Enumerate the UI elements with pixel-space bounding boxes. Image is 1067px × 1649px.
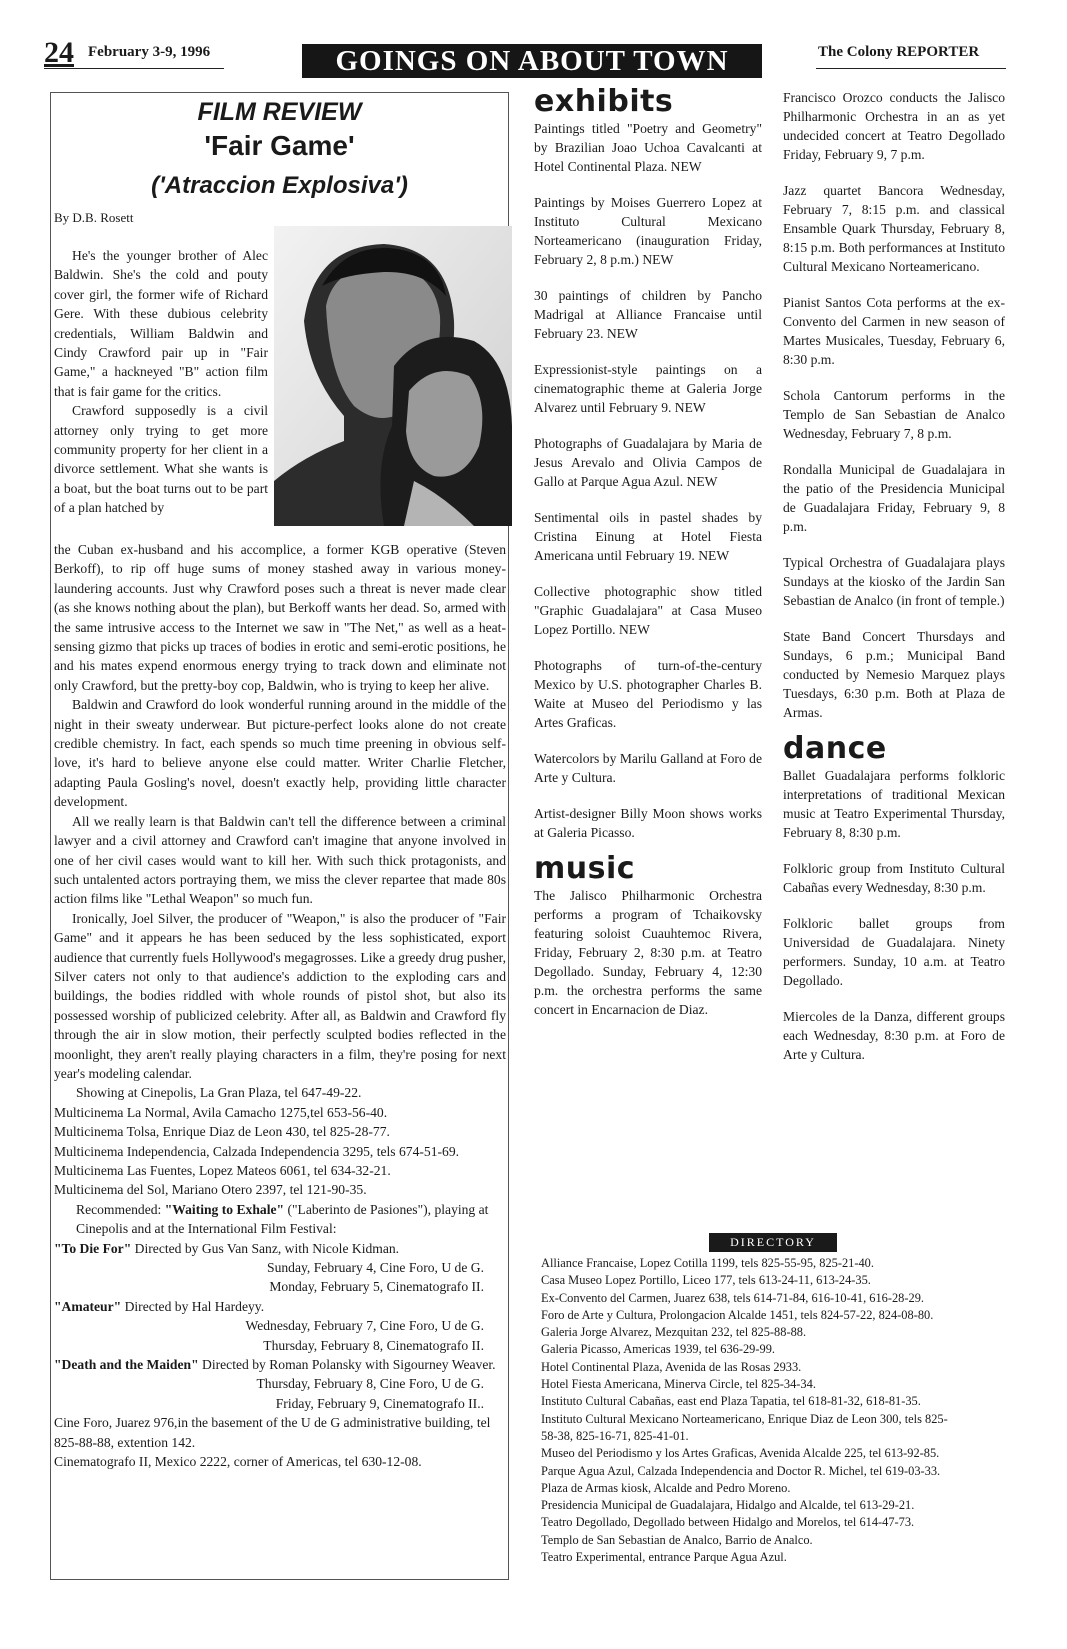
page-number: 24 bbox=[44, 36, 74, 69]
music-entry: Francisco Orozco conducts the Jalisco Philharmonic Orchestra in an as yet undecided concert at Teatro Degollado Friday, February 9, 7 p.m. bbox=[783, 90, 1005, 162]
recommended-line bbox=[54, 1200, 506, 1239]
festival-date: Thursday, February 8, Cine Foro, U de G. bbox=[256, 1376, 484, 1392]
festival-title: "Amateur" bbox=[54, 1298, 122, 1314]
directory-line: Hotel Fiesta Americana, Minerva Circle, tel 825-34-34. bbox=[541, 1377, 816, 1392]
music-entry: Typical Orchestra of Guadalajara plays Sundays at the kiosko of the Jardin San Sebastian de Analco (in front of temple.) bbox=[783, 555, 1005, 608]
exhibit-entry: Photographs of Guadalajara by Maria de Jesus Arevalo and Olivia Campos de Gallo at Parque Agua Azul. NEW bbox=[534, 436, 762, 489]
exhibits-heading: exhibits bbox=[534, 84, 674, 119]
directory-line: Teatro Experimental, entrance Parque Agua Azul. bbox=[541, 1550, 787, 1565]
recommended-title: "Waiting to Exhale" bbox=[164, 1201, 285, 1217]
section-title: GOINGS ON ABOUT TOWN bbox=[302, 44, 762, 78]
directory-line: Museo del Periodismo y los Artes Graficas, Avenida Alcalde 225, tel 613-92-85. bbox=[541, 1446, 940, 1461]
review-kicker: FILM REVIEW bbox=[197, 98, 362, 126]
review-title: 'Fair Game' bbox=[204, 130, 355, 161]
exhibit-entry: Paintings by Moises Guerrero Lopez at Instituto Cultural Mexicano Norteamericano (inauguration Friday, February 2, 8 p.m.) NEW bbox=[534, 195, 762, 267]
festival-title: "To Die For" bbox=[54, 1240, 132, 1256]
review-subtitle: ('Atraccion Explosiva') bbox=[151, 172, 408, 199]
directory-line: Casa Museo Lopez Portillo, Liceo 177, tels 613-24-11, 613-24-35. bbox=[541, 1273, 871, 1288]
festival-date: Friday, February 9, Cinematografo II.. bbox=[275, 1395, 484, 1411]
showing-line: Multicinema del Sol, Mariano Otero 2397, tel 121-90-35. bbox=[54, 1182, 367, 1198]
music-entry: The Jalisco Philharmonic Orchestra performs a program of Tchaikovsky featuring soloist Cuauhtemoc Rivera, Friday, February 2, 8:30 p.m. at Teatro Degollado. Sunday, February 4, 12:30 p.m. the orchestra performs the same concert in Encarnacion de Diaz. bbox=[534, 888, 762, 1017]
music-entry: Jazz quartet Bancora Wednesday, February 7, 8:15 p.m. and classical Ensamble Quark Thursday, February 8, 8:15 p.m. Both performances at Instituto Cultural Mexicano Norteamericano. bbox=[783, 183, 1005, 274]
directory-line: Galeria Picasso, Americas 1939, tel 636-29-99. bbox=[541, 1342, 775, 1357]
recommended-intro: Recommended: bbox=[76, 1201, 162, 1217]
directory-list bbox=[541, 1255, 1011, 1566]
exhibit-entry: Collective photographic show titled "Graphic Guadalajara" at Casa Museo Lopez Portillo. NEW bbox=[534, 584, 762, 637]
festival-title: "Death and the Maiden" bbox=[54, 1357, 199, 1373]
music-heading: music bbox=[534, 851, 636, 886]
exhibits-music-column bbox=[534, 84, 762, 1036]
festival-desc: Directed by Gus Van Sanz, with Nicole Kidman. bbox=[131, 1240, 400, 1256]
festival-date: Monday, February 5, Cinematografo II. bbox=[269, 1279, 484, 1295]
directory-line: Plaza de Armas kiosk, Alcalde and Pedro Moreno. bbox=[541, 1480, 791, 1495]
directory-line: Galeria Jorge Alvarez, Mezquitan 232, tel 825-88-88. bbox=[541, 1325, 807, 1340]
festival-date: Wednesday, February 7, Cine Foro, U de G. bbox=[245, 1318, 484, 1334]
music-entry: State Band Concert Thursdays and Sundays, 6 p.m.; Municipal Band conducted by Nemesio Marquez plays Tuesdays, 6:30 p.m. Both at Plaza de Armas. bbox=[783, 629, 1005, 720]
music-entry: Schola Cantorum performs in the Templo de San Sebastian de Analco Wednesday, February 7, 8 p.m. bbox=[783, 388, 1005, 441]
review-body-wide bbox=[54, 540, 506, 1472]
dance-entry: Folkloric ballet groups from Universidad de Guadalajara. Ninety performers. Sunday, 10 a.m. at Teatro Degollado. bbox=[783, 916, 1005, 988]
recommended-rest: ("Laberinto de Pasiones"), playing at Cinepolis and at the International Film Festival: bbox=[76, 1201, 489, 1237]
review-paragraph: the Cuban ex-husband and his accomplice, a former KGB operative (Steven Berkoff), to rip off huge sums of money stashed away in various money-laundering accounts. Just why Crawford poses such a threat is never made clear (as she knows nothing about the plan), but Berkoff wants her dead. So, armed with the same intrusive access to the Internet we saw in "The Net," as well as a heat-sensing gizmo that picks up traces of bodies in erotic and semi-erotic positions, he and his mates expend enormous energy trying to track down and eliminate not only Crawford, but the pretty-boy cop, Baldwin, who is trying to keep her alive. bbox=[54, 542, 506, 693]
directory-line: Templo de San Sebastian de Analco, Barrio de Analco. bbox=[541, 1532, 813, 1547]
directory-line: 58-38, 825-16-71, 825-41-01. bbox=[541, 1428, 689, 1443]
festival-date: Thursday, February 8, Cinematografo II. bbox=[263, 1337, 484, 1353]
issue-date: February 3-9, 1996 bbox=[88, 44, 211, 60]
showing-listing bbox=[54, 1083, 506, 1471]
exhibit-entry: Photographs of turn-of-the-century Mexico by U.S. photographer Charles B. Waite at Museo del Periodismo y las Artes Graficas. bbox=[534, 658, 762, 730]
dance-entry: Folkloric group from Instituto Cultural Cabañas every Wednesday, 8:30 p.m. bbox=[783, 861, 1005, 895]
directory-line: Parque Agua Azul, Calzada Independencia and Doctor R. Michel, tel 619-03-33. bbox=[541, 1463, 941, 1478]
festival-desc: Directed by Hal Hardeyy. bbox=[121, 1298, 265, 1314]
directory-line: Teatro Degollado, Degollado between Hidalgo and Morelos, tel 614-47-73. bbox=[541, 1515, 915, 1530]
exhibit-entry: Paintings titled "Poetry and Geometry" by Brazilian Joao Uchoa Cavalcanti at Hotel Continental Plaza. NEW bbox=[534, 121, 762, 174]
publication-rule bbox=[816, 68, 1006, 69]
dance-entry: Miercoles de la Danza, different groups each Wednesday, 8:30 p.m. at Foro de Arte y Cultura. bbox=[783, 1009, 1005, 1062]
festival-date: Sunday, February 4, Cine Foro, U de G. bbox=[267, 1260, 484, 1276]
showing-line: Multicinema Tolsa, Enrique Diaz de Leon 430, tel 825-28-77. bbox=[54, 1124, 390, 1140]
review-paragraph: All we really learn is that Baldwin can't tell the difference between a criminal lawyer and a civil attorney and Crawford can't imagine that anyone involved in one of her civil cases would want to kill her. With such thick protagonists, and such untalented actors portraying them, we miss the clever repartee that made 80s action films like "Lethal Weapon" so much fun. bbox=[54, 813, 506, 907]
date-rule bbox=[44, 68, 224, 69]
exhibit-entry: 30 paintings of children by Pancho Madrigal at Alliance Francaise until February 23. NEW bbox=[534, 288, 762, 341]
festival-film bbox=[54, 1355, 506, 1374]
music-entry: Pianist Santos Cota performs at the ex-Convento del Carmen in new season of Martes Musicales, Tuesday, February 6, 8:30 p.m. bbox=[783, 295, 1005, 367]
music-entry: Rondalla Municipal de Guadalajara in the patio of the Presidencia Municipal de Guadalajara Friday, February 9, 8 p.m. bbox=[783, 462, 1005, 534]
exhibit-entry: Sentimental oils in pastel shades by Cristina Einung at Hotel Fiesta Americana until February 19. NEW bbox=[534, 510, 762, 563]
review-paragraph: He's the younger brother of Alec Baldwin. She's the cold and pouty cover girl, the former wife of Richard Gere. With these dubious celebrity credentials, William Baldwin and Cindy Crawford pair up in "Fair Game," a hackneyed "B" action film that is fair game for the critics. bbox=[54, 248, 268, 399]
review-body-narrow bbox=[54, 246, 268, 518]
publication-name: The Colony REPORTER bbox=[818, 44, 980, 60]
exhibit-entry: Watercolors by Marilu Galland at Foro de Arte y Cultura. bbox=[534, 751, 762, 785]
showing-line: Multicinema Las Fuentes, Lopez Mateos 6061, tel 634-32-21. bbox=[54, 1163, 391, 1178]
directory-line: Hotel Continental Plaza, Avenida de las Rosas 2933. bbox=[541, 1359, 802, 1374]
directory-line: Presidencia Municipal de Guadalajara, Hidalgo and Alcalde, tel 613-29-21. bbox=[541, 1498, 915, 1513]
showing-line: Multicinema Independencia, Calzada Independencia 3295, tels 674-51-69. bbox=[54, 1143, 460, 1159]
venue-line: Cinematografo II, Mexico 2222, corner of Americas, tel 630-12-08. bbox=[54, 1454, 422, 1470]
film-still-photo bbox=[274, 226, 512, 526]
review-paragraph: Crawford supposedly is a civil attorney only trying to get more community property for her client in a divorce settlement. What she wants is a boat, but the boat turns out to be part of a plan hatched by bbox=[54, 403, 268, 516]
directory-line: Foro de Arte y Cultura, Prolongacion Alcalde 1451, tels 824-57-22, 824-08-80. bbox=[541, 1307, 934, 1322]
review-paragraph: Baldwin and Crawford do look wonderful running around in the middle of the night in their sweaty underwear. But picture-perfect looks alone do not create credible chemistry. In fact, each spends so much time preening in obvious self-love, it's hard to believe anyone else could matter. Writer Charlie Fletcher, adapting Paula Gosling's novel, doesn't exactly help, providing little character development. bbox=[54, 697, 506, 810]
dance-heading: dance bbox=[783, 731, 887, 766]
directory-line: Alliance Francaise, Lopez Cotilla 1199, tels 825-55-95, 825-21-40. bbox=[541, 1256, 874, 1270]
review-paragraph: Ironically, Joel Silver, the producer of "Weapon," is also the producer of "Fair Game" and it appears he has been seduced by the less sophisticated, export audience that currently fuels Hollywood's megagrosses. Like a greedy drug pusher, Silver caters not only to that audience's addiction to the exploding cars and buildings, the bodies riddled with whole rounds of pistol shot, but also its possessed worship of publicized celebrity. After all, as Baldwin and Crawford fly through the air in slow motion, their perfectly sculpted bodies reflected in the moonlight, they aren't really playing characters in a film, they're posing for next year's modeling calendar. bbox=[54, 910, 506, 1081]
review-byline: By D.B. Rosett bbox=[54, 210, 134, 225]
venue-line: Cine Foro, Juarez 976,in the basement of the U de G administrative building, tel 825-88-88, extention 142. bbox=[54, 1415, 491, 1450]
festival-film bbox=[54, 1239, 506, 1258]
exhibit-entry: Artist-designer Billy Moon shows works at Galeria Picasso. bbox=[534, 806, 762, 840]
directory-line: Ex-Convento del Carmen, Juarez 638, tels 614-71-84, 616-10-41, 616-28-29. bbox=[541, 1290, 924, 1305]
showing-line: Showing at Cinepolis, La Gran Plaza, tel 647-49-22. bbox=[76, 1085, 362, 1101]
directory-heading: DIRECTORY bbox=[709, 1233, 837, 1252]
directory-line: Instituto Cultural Cabañas, east end Plaza Tapatia, tel 618-81-32, 618-81-35. bbox=[541, 1394, 921, 1409]
exhibit-entry: Expressionist-style paintings on a cinematographic theme at Galeria Jorge Alvarez until February 9. NEW bbox=[534, 362, 762, 415]
showing-line: Multicinema La Normal, Avila Camacho 1275,tel 653-56-40. bbox=[54, 1104, 388, 1120]
music-dance-column bbox=[783, 88, 1005, 1081]
festival-film bbox=[54, 1297, 506, 1316]
festival-desc: Directed by Roman Polansky with Sigourney Weaver. bbox=[198, 1357, 496, 1373]
directory-line: Instituto Cultural Mexicano Norteamericano, Enrique Diaz de Leon 300, tels 825- bbox=[541, 1411, 948, 1426]
dance-entry: Ballet Guadalajara performs folkloric interpretations of traditional Mexican music at Teatro Experimental Thursday, February 8, 8:30 p.m. bbox=[783, 768, 1005, 840]
